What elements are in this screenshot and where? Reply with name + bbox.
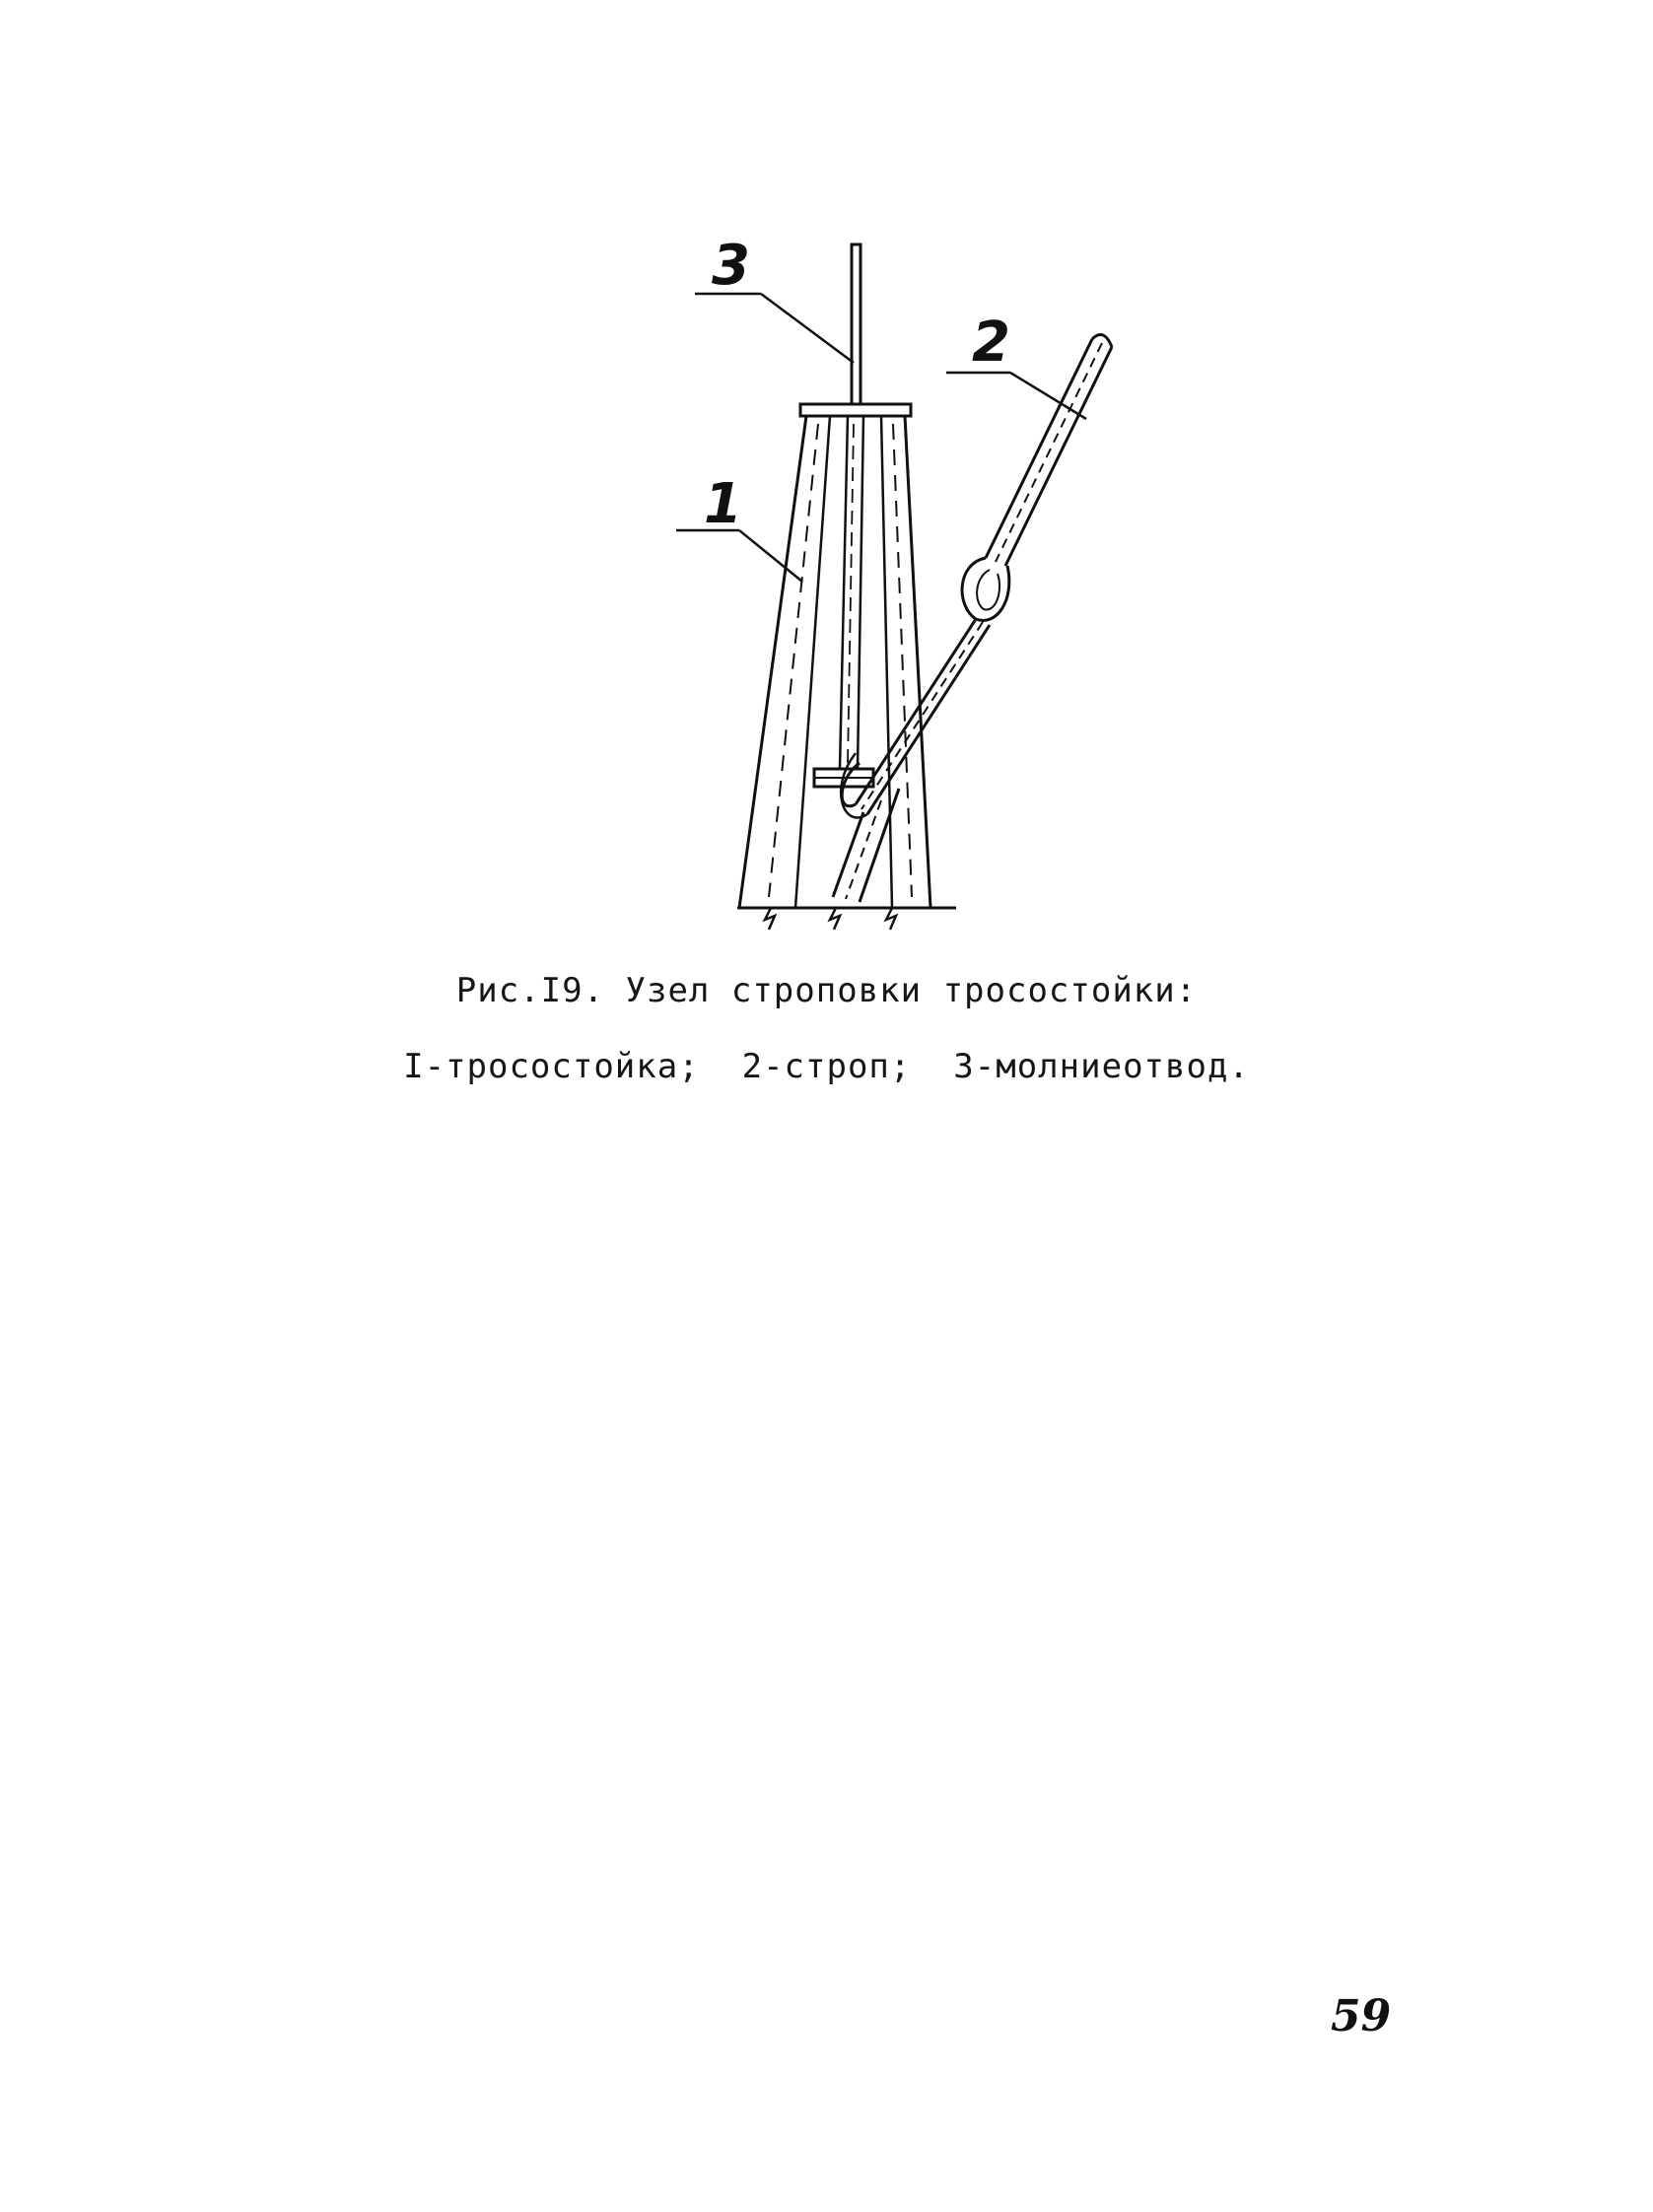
rigging-node-drawing (0, 0, 1653, 986)
top-cap-plate (800, 404, 911, 416)
callout-1: 1 (704, 472, 742, 536)
break-mark-right (886, 908, 896, 930)
technical-drawing (0, 0, 1653, 986)
sling (833, 335, 1112, 903)
thimble-eye (962, 558, 1009, 620)
figure-caption-title: Рис.I9. Узел строповки тросостойки: (455, 971, 1198, 1010)
lightning-rod (852, 244, 861, 404)
page-number: 59 (1331, 1991, 1392, 2041)
callout-3: 3 (712, 234, 750, 298)
callout-2: 2 (972, 311, 1010, 375)
break-mark-mid (830, 908, 840, 930)
rope-post (739, 404, 930, 908)
break-mark-left (765, 908, 775, 930)
figure-caption-legend: I-тросостойка; 2-строп; 3-молниеотвод. (403, 1047, 1250, 1086)
